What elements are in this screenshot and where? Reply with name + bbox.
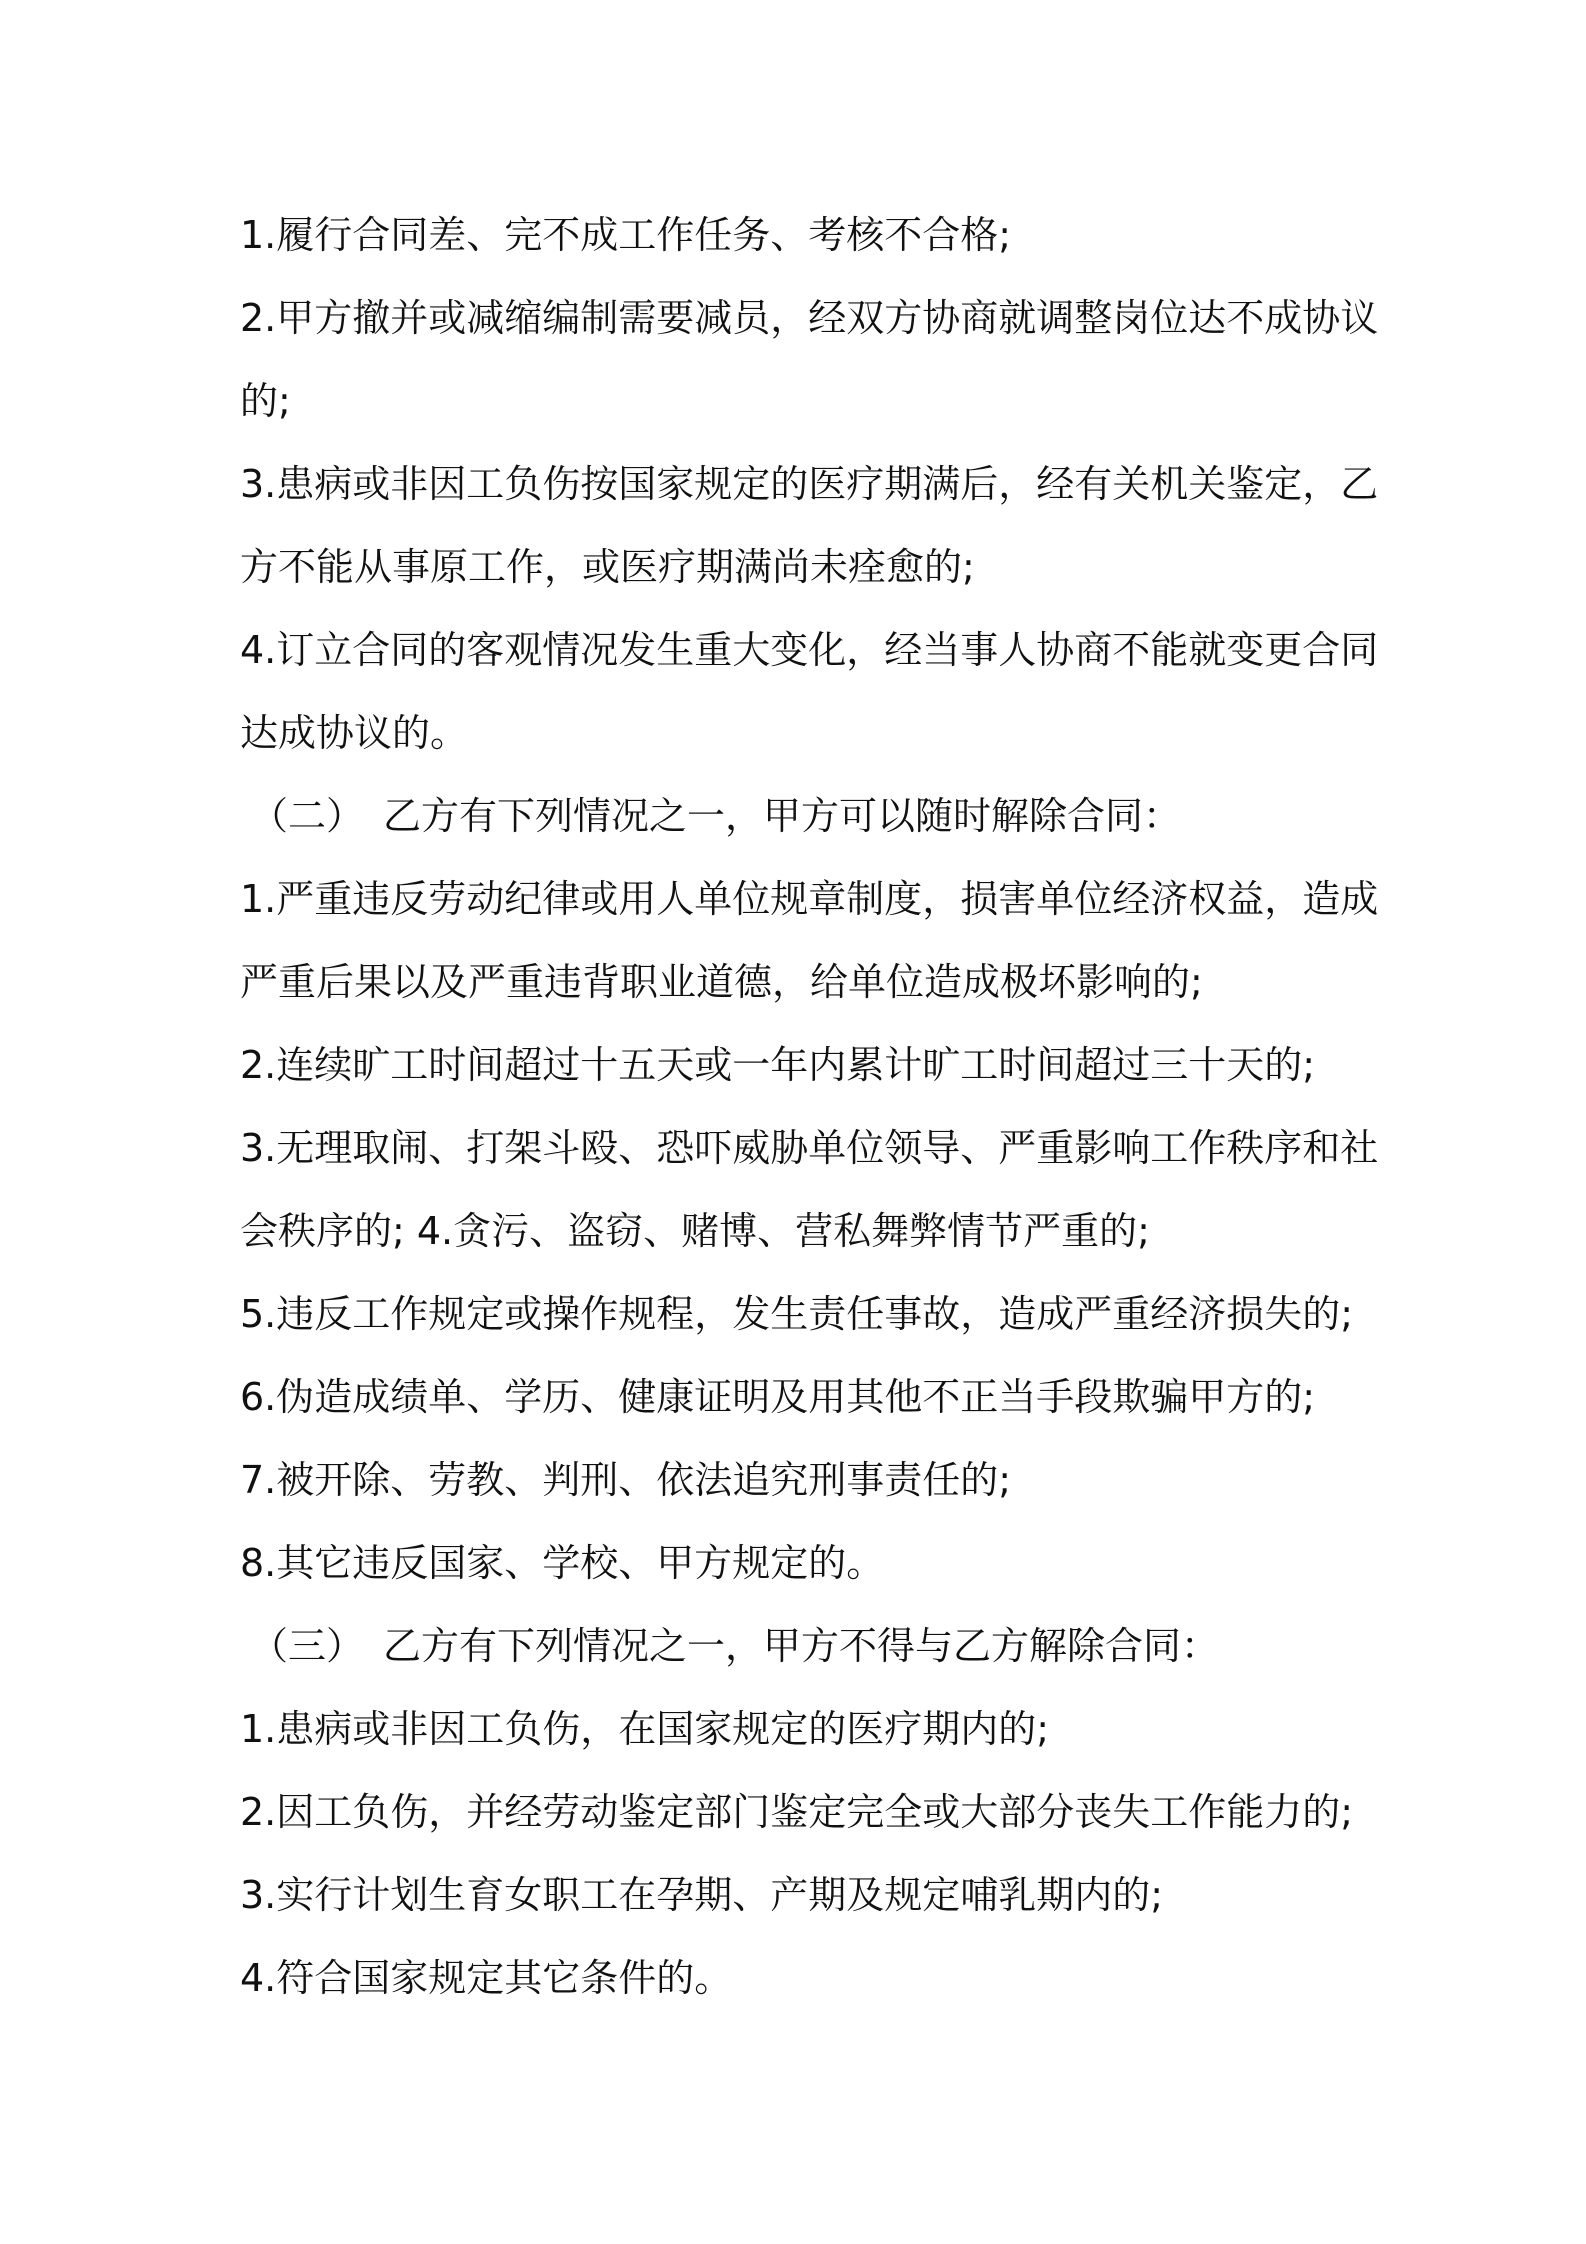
text-line: 1.严重违反劳动纪律或用人单位规章制度，损害单位经济权益，造成: [240, 877, 1379, 921]
text-line: 1.患病或非因工负伤，在国家规定的医疗期内的;: [240, 1707, 1050, 1751]
text-line: 2.连续旷工时间超过十五天或一年内累计旷工时间超过三十天的;: [240, 1043, 1316, 1087]
text-line: 3.患病或非因工负伤按国家规定的医疗期满后，经有关机关鉴定，乙: [240, 462, 1379, 506]
text-line: 4.订立合同的客观情况发生重大变化，经当事人协商不能就变更合同: [240, 628, 1379, 672]
document-body: [240, 194, 1379, 2020]
text-line: 3.无理取闹、打架斗殴、恐吓威胁单位领导、严重影响工作秩序和社: [240, 1126, 1379, 1170]
section-heading-2: （二） 乙方有下列情况之一，甲方可以随时解除合同：: [250, 794, 1182, 838]
text-line: 7.被开除、劳教、判刑、依法追究刑事责任的;: [240, 1458, 1012, 1502]
text-line: 会秩序的; 4.贪污、盗窃、赌博、营私舞弊情节严重的;: [240, 1209, 1150, 1253]
text-line: 8.其它违反国家、学校、甲方规定的。: [240, 1541, 885, 1585]
text-line: 6.伪造成绩单、学历、健康证明及用其他不正当手段欺骗甲方的;: [240, 1375, 1316, 1419]
text-line: 3.实行计划生育女职工在孕期、产期及规定哺乳期内的;: [240, 1873, 1164, 1917]
text-line: 2.因工负伤，并经劳动鉴定部门鉴定完全或大部分丧失工作能力的;: [240, 1790, 1354, 1834]
text-line: 的;: [240, 379, 291, 423]
text-line: 5.违反工作规定或操作规程，发生责任事故，造成严重经济损失的;: [240, 1292, 1354, 1336]
text-line: 2.甲方撤并或减缩编制需要减员，经双方协商就调整岗位达不成协议: [240, 296, 1379, 340]
text-line: 方不能从事原工作，或医疗期满尚未痊愈的;: [240, 545, 975, 589]
section-heading-3: （三） 乙方有下列情况之一，甲方不得与乙方解除合同：: [250, 1624, 1220, 1668]
text-line: 1.履行合同差、完不成工作任务、考核不合格;: [240, 213, 1012, 257]
text-line: 达成协议的。: [240, 711, 469, 755]
text-line: 4.符合国家规定其它条件的。: [240, 1956, 733, 2000]
text-line: 严重后果以及严重违背职业道德，给单位造成极坏影响的;: [240, 960, 1203, 1004]
